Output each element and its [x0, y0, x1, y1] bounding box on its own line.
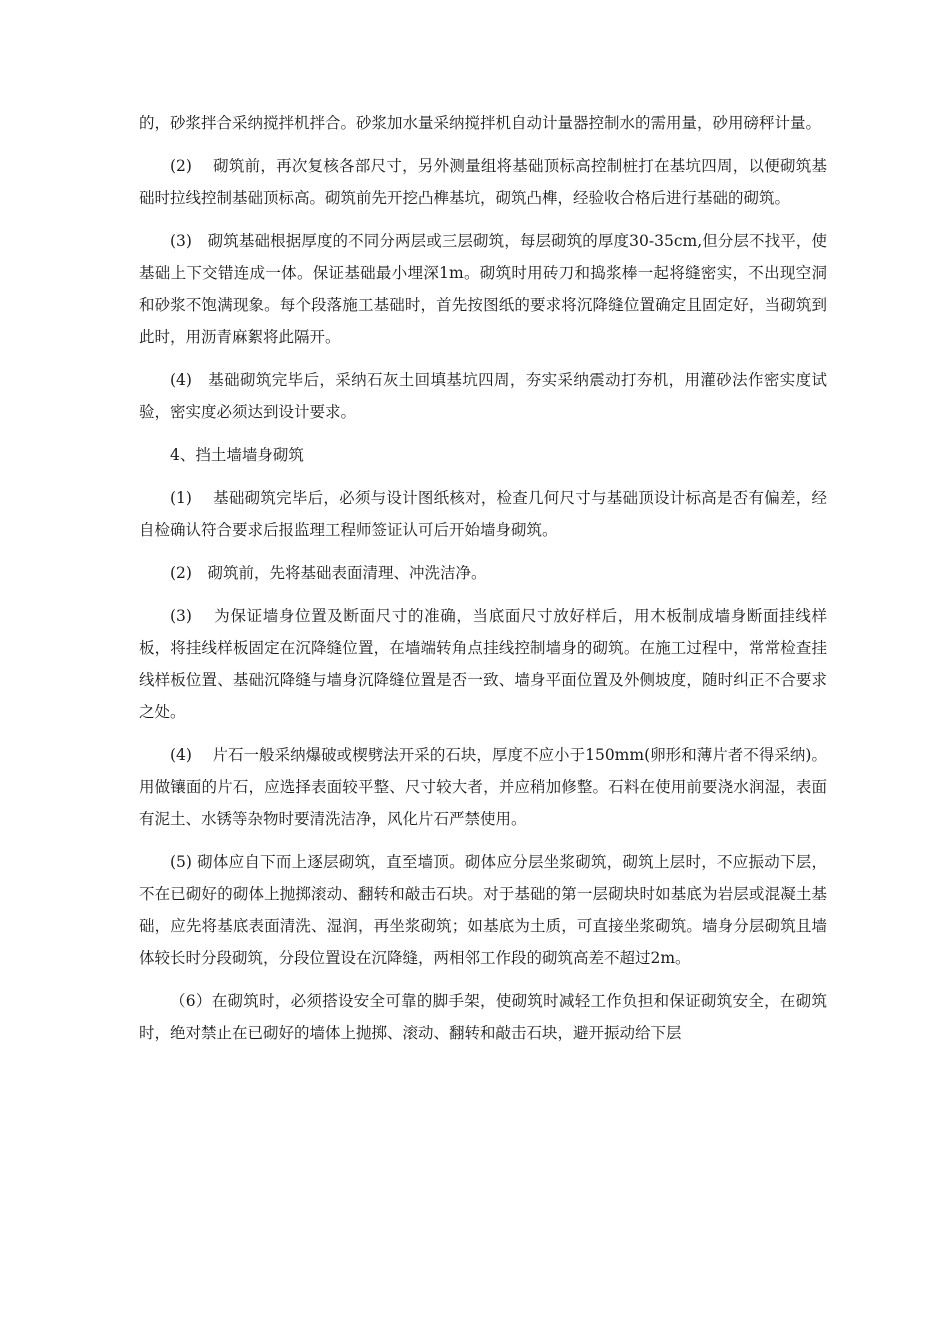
section-heading-wall-masonry: 4、挡土墙墙身砌筑 [170, 446, 304, 464]
paragraph-wall-step-4: (4) 片石一般采纳爆破或楔劈法开采的石块，厚度不应小于150mm(卵形和薄片者不得采纳)。用做镶面的片石，应选择表面较平整、尺寸较大者，并应稍加修整。石料在使用前要浇水润湿，表面有泥土、水锈等杂物时要清洗洁净，风化片石严禁使用。 [139, 746, 827, 828]
paragraph-continuation: 的，砂浆拌合采纳搅拌机拌合。砂浆加水量采纳搅拌机自动计量器控制水的需用量，砂用磅秤计量。 [139, 114, 822, 132]
paragraph-wall-step-1: (1) 基础砌筑完毕后，必须与设计图纸核对，检查几何尺寸与基础顶设计标高是否有偏差，经自检确认符合要求后报监理工程师签证认可后开始墙身砌筑。 [139, 489, 827, 539]
paragraph-foundation-step-4: (4) 基础砌筑完毕后，采纳石灰土回填基坑四周，夯实采纳震动打夯机，用灌砂法作密实度试验，密实度必须达到设计要求。 [139, 371, 827, 421]
paragraph-wall-step-5: (5) 砌体应自下而上逐层砌筑，直至墙顶。砌体应分层坐浆砌筑，砌筑上层时，不应振动下层，不在已砌好的砌体上抛掷滚动、翻转和敲击石块。对于基础的第一层砌块时如基底为岩层或混凝土基础，应先将基底表面清洗、湿润，再坐浆砌筑；如基底为土质，可直接坐浆砌筑。墙身分层砌筑且墙体较长时分段砌筑，分段位置设在沉降缝，两相邻工作段的砌筑高差不超过2m。 [139, 853, 827, 967]
document-body [139, 107, 827, 1060]
paragraph-wall-step-3: (3) 为保证墙身位置及断面尺寸的准确，当底面尺寸放好样后，用木板制成墙身断面挂线样板，将挂线样板固定在沉降缝位置，在墙端转角点挂线控制墙身的砌筑。在施工过程中，常常检查挂线样板位置、基础沉降缝与墙身沉降缝位置是否一致、墙身平面位置及外侧坡度，随时纠正不合要求之处。 [139, 607, 827, 721]
paragraph-wall-step-6: （6）在砌筑时，必须搭设安全可靠的脚手架，使砌筑时减轻工作负担和保证砌筑安全，在砌筑时，绝对禁止在已砌好的墙体上抛掷、滚动、翻转和敲击石块，避开振动给下层 [139, 992, 827, 1042]
paragraph-foundation-step-2: (2) 砌筑前，再次复核各部尺寸，另外测量组将基础顶标高控制桩打在基坑四周，以便砌筑基础时拉线控制基础顶标高。砌筑前先开挖凸榫基坑，砌筑凸榫，经验收合格后进行基础的砌筑。 [139, 157, 827, 207]
paragraph-foundation-step-3: (3) 砌筑基础根据厚度的不同分两层或三层砌筑，每层砌筑的厚度30-35cm,但分层不找平，使基础上下交错连成一体。保证基础最小埋深1m。砌筑时用砖刀和捣浆棒一起将缝密实，不出现空洞和砂浆不饱满现象。每个段落施工基础时，首先按图纸的要求将沉降缝位置确定且固定好，当砌筑到此时，用沥青麻絮将此隔开。 [139, 232, 827, 346]
paragraph-wall-step-2: (2) 砌筑前，先将基础表面清理、冲洗洁净。 [170, 564, 487, 582]
